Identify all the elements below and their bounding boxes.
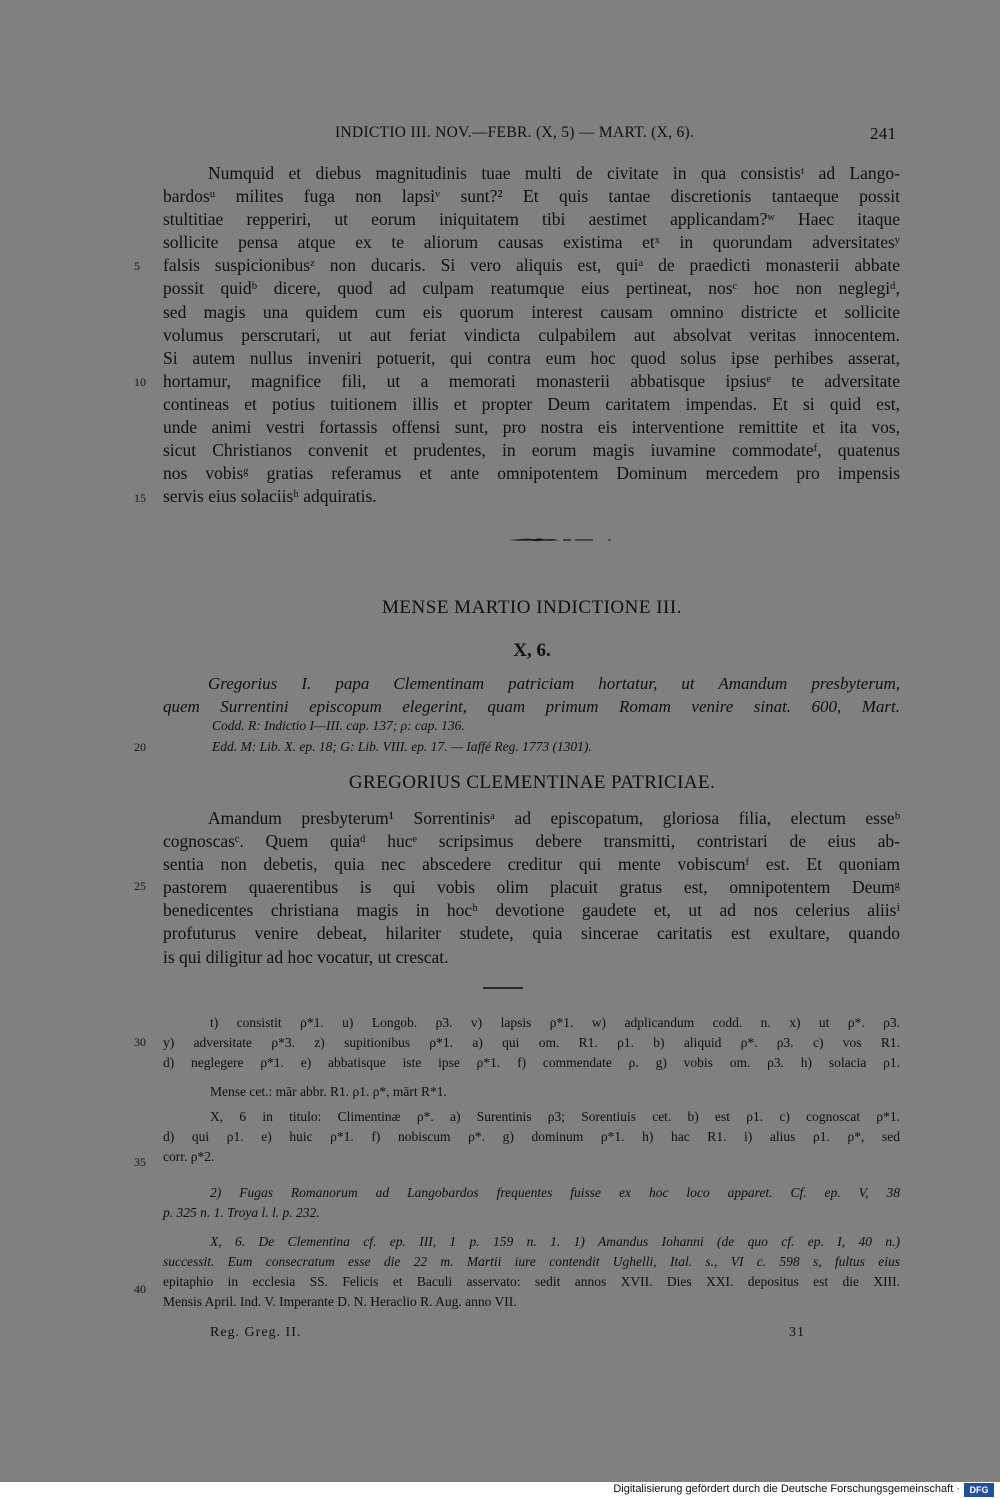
text-line: Si autem nullus inveniri potuerit, qui contra eum hoc quod solus ipse perhibes asserat, — [163, 347, 900, 368]
section-rule — [483, 987, 523, 989]
text-line: sicut Christianos convenit et prudentes, in eorum magis iuvamine commodateᶠ, quatenus — [163, 440, 900, 461]
text-line: unde animi vestri fortassis offensi sunt, pro nostra eis interventione remittite et ita vos, — [163, 417, 900, 438]
apparatus-line: corr. ρ*2. — [163, 1149, 215, 1164]
letter-body — [163, 807, 900, 969]
margin-line-number: 20 — [134, 740, 146, 754]
mense-note — [163, 1082, 900, 1102]
page-header — [0, 124, 1000, 146]
note-line: X, 6. De Clementina cf. ep. III, 1 p. 159 n. 1. 1) Amandus Iohanni (de quo cf. ep. I, 40 n.) — [210, 1234, 900, 1249]
letter-line: sentia non debetis, quia nec abscedere creditur qui mente vobiscumᶠ est. Et quoniam — [163, 854, 900, 875]
signature-number: 31 — [789, 1325, 805, 1340]
summary-line: quem Surrentini episcopum elegerint, quam primum Romam venire sinat. 600, Mart. — [163, 697, 900, 717]
letter-line: pastorem quaerentibus is qui vobis olim placuit gratus est, omnipotentem Deumᵍ — [163, 877, 900, 898]
letter-line: profuturus venire debeat, hilariter studete, quia sincerae caritatis est exultare, quando — [163, 923, 900, 944]
historical-note-1 — [163, 1183, 900, 1223]
margin-line-number: 5 — [134, 259, 140, 273]
margin-line-number: 35 — [134, 1155, 146, 1169]
text-line: hortamur, magnifice fili, ut a memorati monasterii abbatisque ipsiusᵉ te adversitate — [163, 370, 900, 391]
page-number: 241 — [870, 124, 897, 143]
note-line: successit. Eum consecratum esse die 22 m. Martii iure contendit Ughelli, Ital. s., VI c. 598 s, fultus eius — [163, 1254, 900, 1269]
margin-line-number: 25 — [134, 879, 146, 893]
text-line: falsis suspicionibusᶻ non ducaris. Si vero aliquis est, quiᵃ de praedicti monasterii abbate — [163, 255, 900, 276]
dfg-logo-icon[interactable]: DFG — [964, 1483, 994, 1497]
ornament-divider — [507, 536, 617, 544]
letter-line: Amandum presbyterum¹ Sorrentinisᵃ ad episcopatum, gloriosa filia, electum esseᵇ — [208, 808, 900, 828]
running-head: INDICTIO III. NOV.—FEBR. (X, 5) — MART. (X, 6). — [335, 124, 695, 141]
note-line: 2) Fugas Romanorum ad Langobardos frequentes fuisse ex hoc loco apparet. Cf. ep. V, 38 — [210, 1185, 900, 1200]
historical-note-2 — [163, 1232, 900, 1312]
letter-line: benedicentes christiana magis in hocʰ devotione gaudete et, ut ad nos celerius aliisⁱ — [163, 900, 900, 921]
text-line: servis eius solaciisʰ adquiratis. — [163, 486, 377, 507]
margin-line-number: 15 — [134, 491, 146, 505]
summary-line: Gregorius I. papa Clementinam patriciam hortatur, ut Amandum presbyterum, — [208, 674, 900, 693]
apparatus-line: d) neglegere ρ*1. e) abbatisque iste ipse ρ*1. f) commendate ρ. g) vobis om. ρ3. h) solacia ρ1. — [163, 1055, 900, 1070]
letter-line: cognoscasᶜ. Quem quiaᵈ hucᵉ scripsimus debere transmitti, contristari de eius ab- — [163, 831, 900, 852]
apparatus-line: y) adversitate ρ*3. z) supitionibus ρ*1. a) qui om. R1. ρ1. b) aliquid ρ*. ρ3. c) vos R1. — [163, 1035, 900, 1050]
apparatus-line: X, 6 in titulo: Climentinæ ρ*. a) Surentinis ρ3; Sorentiuis cet. b) est ρ1. c) cognoscat ρ*1. — [210, 1109, 900, 1124]
signature-mark: Reg. Greg. II. — [210, 1325, 302, 1340]
apparatus-critical-2 — [163, 1107, 900, 1167]
note-line: p. 325 n. 1. Troya l. l. p. 232. — [163, 1205, 320, 1220]
apparatus-line: t) consistit ρ*1. u) Longob. ρ3. v) lapsis ρ*1. w) adplicandum codd. n. x) ut ρ*. ρ3. — [210, 1015, 900, 1030]
footer-bar — [0, 1482, 1000, 1499]
letter-summary — [163, 672, 900, 718]
text-line: contineas et potius tuitionem illis et propter Deum caritatem impendas. Et si quid est, — [163, 393, 900, 414]
codices-line: Codd. R: Indictio I—III. cap. 137; ρ: cap. 136. — [212, 718, 465, 733]
apparatus-line: d) qui ρ1. e) huic ρ*1. f) nobiscum ρ*. g) dominum ρ*1. h) hac R1. i) alius ρ1. ρ*, sed — [163, 1129, 900, 1144]
text-line: stultitiae repperiri, ut eorum iniquitatem tibi aestimet applicandam?ʷ Haec itaque — [163, 209, 900, 230]
apparatus-critical-1 — [163, 1013, 900, 1073]
margin-line-number: 40 — [134, 1282, 146, 1296]
text-line: volumus perscrutari, ut aut feriat vindicta culpabilem aut absolvat veritas innocentem. — [163, 324, 900, 345]
text-line: sed magis una quidem cum eis quorum interest causam omnino districte et sollicite — [163, 301, 900, 322]
text-line: bardosᵘ milites fuga non lapsiᵛ sunt?² Et quis tantae discretionis tantaeque possit — [163, 186, 900, 207]
text-line: nos vobisᵍ gratias referamus et ante omnipotentem Dominum mercedem pro impensis — [163, 463, 900, 484]
margin-line-number: 30 — [134, 1035, 146, 1049]
letter-number: X, 6. — [513, 640, 551, 661]
mense-note-line: Mense cet.: mār abbr. R1. ρ1. ρ*, mārt R*1. — [210, 1084, 447, 1099]
section-title: MENSE MARTIO INDICTIONE III. — [382, 597, 682, 618]
text-line: Numquid et diebus magnitudinis tuae multi de civitate in qua consistisᵗ ad Lango- — [208, 163, 900, 183]
main-text — [163, 162, 900, 508]
text-line: sollicite pensa atque ex te aliorum causas existima etˣ in quorundam adversitatesʸ — [163, 232, 900, 253]
footer-credit: Digitalisierung gefördert durch die Deutsche Forschungsgemeinschaft · — [613, 1483, 960, 1495]
letter-line: is qui diligitur ad hoc vocatur, ut crescat. — [163, 946, 449, 967]
margin-line-number: 10 — [134, 375, 146, 389]
note-line: Mensis April. Ind. V. Imperante D. N. Heraclio R. Aug. anno VII. — [163, 1294, 517, 1309]
note-line: epitaphio in ecclesia SS. Felicis et Baculi asservato: sedit annos XVII. Dies XXI. depositus est die XIII. — [163, 1274, 900, 1289]
text-line: possit quidᵇ dicere, quod ad culpam reatumque eius pertineat, nosᶜ hoc non neglegiᵈ, — [163, 278, 900, 299]
editions-line: Edd. M: Lib. X. ep. 18; G: Lib. VIII. ep. 17. — Iaffé Reg. 1773 (1301). — [212, 739, 592, 754]
letter-addressee: GREGORIUS CLEMENTINAE PATRICIAE. — [348, 772, 716, 793]
